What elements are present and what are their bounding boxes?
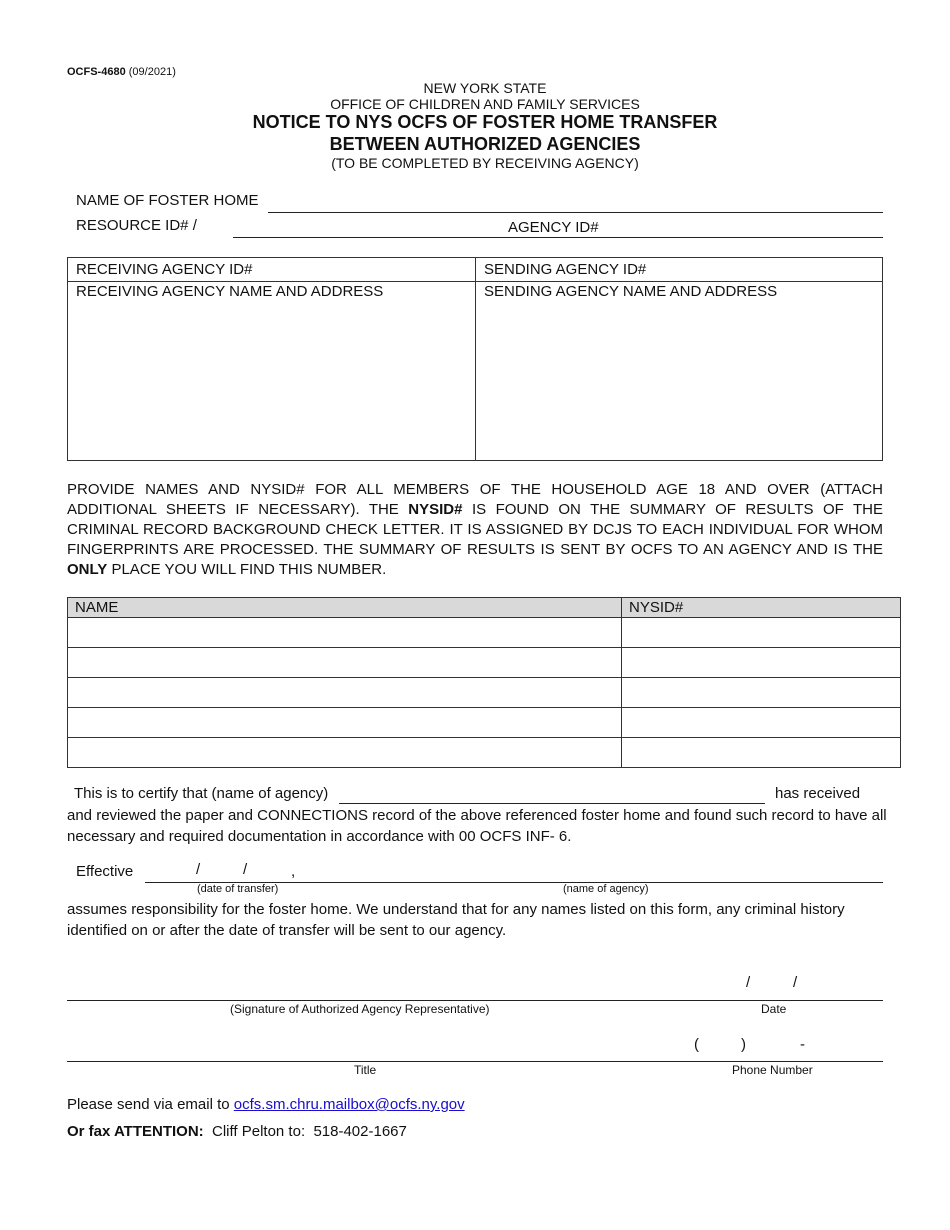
form-number-code: OCFS-4680 (67, 66, 126, 78)
foster-home-name-field[interactable] (268, 212, 883, 213)
title-caption: Title (354, 1063, 377, 1077)
sig-date-slash-2: / (793, 974, 798, 991)
date-of-transfer-caption: (date of transfer) (197, 883, 279, 895)
has-received-text: has received (775, 785, 861, 802)
table-row (68, 708, 901, 738)
agency-box-row-divider (68, 281, 882, 282)
name-cell[interactable] (68, 708, 622, 738)
household-instructions (67, 480, 883, 580)
phone-number-caption: Phone Number (732, 1063, 813, 1077)
agency-name-caption: (name of agency) (563, 883, 649, 895)
sending-agency-name-label[interactable]: SENDING AGENCY NAME AND ADDRESS (484, 283, 778, 300)
office-heading: OFFICE OF CHILDREN AND FAMILY SERVICES (330, 96, 640, 112)
email-lead: Please send via email to (67, 1096, 234, 1113)
fax-details: Cliff Pelton to: 518-402-1667 (203, 1123, 407, 1140)
sending-agency-id-label[interactable]: SENDING AGENCY ID# (484, 261, 647, 278)
effective-label: Effective (76, 863, 134, 880)
name-cell[interactable] (68, 738, 622, 768)
signature-caption: (Signature of Authorized Agency Representative) (230, 1002, 490, 1016)
table-row (68, 678, 901, 708)
date-slash-1: / (196, 861, 201, 878)
nysid-cell[interactable] (622, 618, 901, 648)
instructions-part2: IS FOUND ON THE SUMMARY OF RESULTS OF THE CRIMINAL RECORD BACKGROUND CHECK LETTER. IT IS ASSIGNED BY DCJS TO EACH INDIVIDUAL FOR WHOM FINGERPRINTS ARE PROCESSED. THE SUMMARY OF RESULTS IS SENT BY OCFS TO AN AGENCY AND IS THE (67, 501, 884, 558)
resource-id-label: RESOURCE ID# / (76, 217, 197, 234)
table-row (68, 738, 901, 768)
name-cell[interactable] (68, 678, 622, 708)
resource-agency-id-field[interactable] (233, 237, 883, 238)
fax-attention-label: Or fax ATTENTION: (67, 1123, 204, 1140)
table-row (68, 618, 901, 648)
foster-home-name-label: NAME OF FOSTER HOME (76, 192, 259, 209)
nysid-cell[interactable] (622, 708, 901, 738)
phone-dash: - (800, 1036, 805, 1053)
household-table (67, 597, 901, 768)
agency-id-label: AGENCY ID# (508, 219, 599, 236)
page-subtitle: (TO BE COMPLETED BY RECEIVING AGENCY) (331, 155, 639, 171)
certify-body: and reviewed the paper and CONNECTIONS record of the above referenced foster home and found such record to have all necessary and required documentation in accordance with 00 OCFS INF- 6. (67, 807, 887, 845)
phone-paren-close: ) (741, 1036, 746, 1053)
form-number (67, 66, 176, 78)
household-table-header (68, 598, 901, 618)
fax-instruction (67, 1123, 407, 1140)
date-caption: Date (761, 1002, 787, 1016)
agency-info-box (67, 257, 883, 461)
state-heading: NEW YORK STATE (423, 80, 547, 96)
certify-agency-name-field[interactable] (339, 803, 765, 804)
receiving-agency-id-label[interactable]: RECEIVING AGENCY ID# (76, 261, 253, 278)
instructions-part1: PROVIDE NAMES AND NYSID# FOR ALL MEMBERS OF THE HOUSEHOLD AGE 18 AND OVER (ATTACH ADDITIONAL SHEETS IF NECESSARY). THE (67, 481, 883, 518)
certify-lead: This is to certify that (name of agency) (74, 785, 329, 802)
nysid-cell[interactable] (622, 648, 901, 678)
email-instruction (67, 1096, 465, 1113)
date-slash-2: / (243, 861, 248, 878)
page-title-line1: NOTICE TO NYS OCFS OF FOSTER HOME TRANSFER (252, 112, 718, 132)
nysid-cell[interactable] (622, 678, 901, 708)
phone-paren-open: ( (694, 1036, 699, 1053)
title-phone-line[interactable] (67, 1061, 883, 1062)
instructions-only-bold: ONLY (67, 561, 108, 578)
nysid-cell[interactable] (622, 738, 901, 768)
signature-date-line[interactable] (67, 1000, 883, 1001)
date-comma: , (291, 863, 296, 880)
nysid-column-header: NYSID# (622, 598, 901, 618)
instructions-part3: PLACE YOU WILL FIND THIS NUMBER. (107, 561, 387, 578)
effective-body: assumes responsibility for the foster home. We understand that for any names listed on this form, any criminal history identified on or after the date of transfer will be sent to our agency. (67, 901, 845, 939)
receiving-agency-name-label[interactable]: RECEIVING AGENCY NAME AND ADDRESS (76, 283, 384, 300)
agency-box-divider (475, 258, 476, 460)
email-link[interactable]: ocfs.sm.chru.mailbox@ocfs.ny.gov (233, 1096, 465, 1113)
form-date: (09/2021) (128, 66, 176, 78)
name-cell[interactable] (68, 618, 622, 648)
name-column-header: NAME (68, 598, 622, 618)
table-row (68, 648, 901, 678)
page-title-line2: BETWEEN AUTHORIZED AGENCIES (329, 134, 641, 154)
sig-date-slash-1: / (746, 974, 751, 991)
name-cell[interactable] (68, 648, 622, 678)
instructions-nysid-bold: NYSID# (408, 501, 463, 518)
